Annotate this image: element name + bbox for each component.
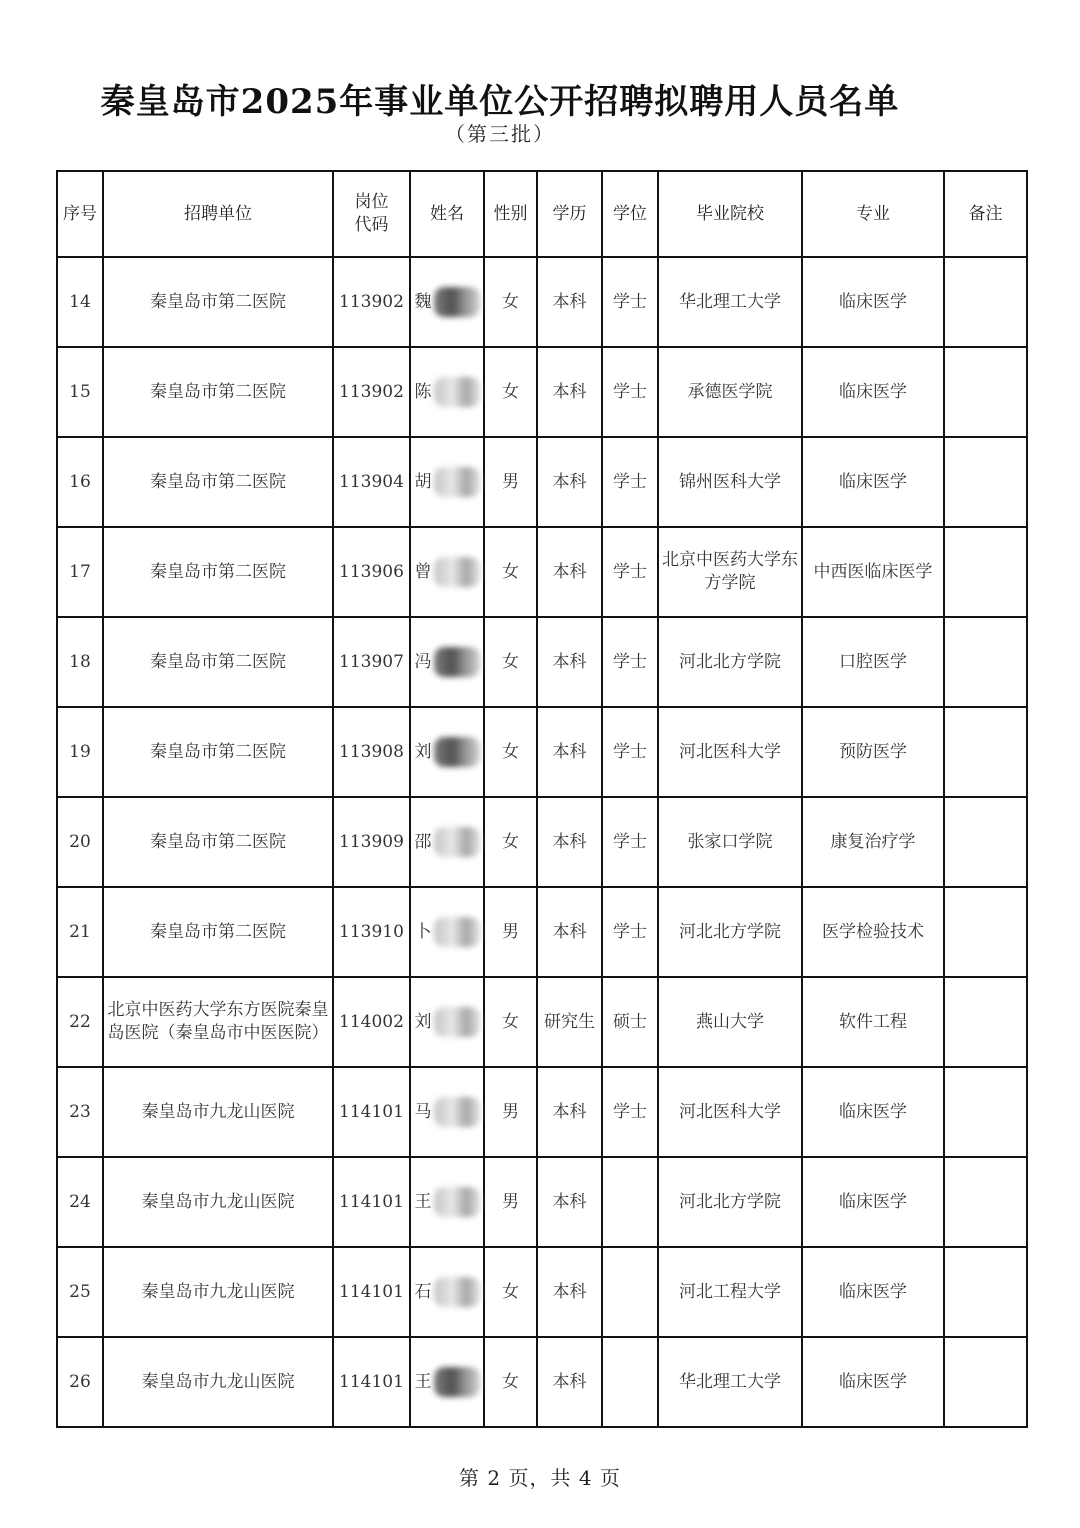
cell-education: 本科 <box>537 617 602 707</box>
table-row <box>57 797 1027 887</box>
name-surname: 胡 <box>414 471 432 492</box>
name-field <box>415 827 480 857</box>
cell-major: 临床医学 <box>802 1067 944 1157</box>
cell-unit: 秦皇岛市九龙山医院 <box>103 1247 333 1337</box>
redaction-mask <box>434 1187 480 1217</box>
header-education: 学历 <box>537 171 602 257</box>
cell-code: 113902 <box>333 347 410 437</box>
cell-school: 北京中医药大学东方学院 <box>658 527 802 617</box>
cell-major: 临床医学 <box>802 1337 944 1427</box>
cell-degree: 硕士 <box>602 977 658 1067</box>
table-body <box>57 257 1027 1427</box>
cell-degree: 学士 <box>602 347 658 437</box>
name-field <box>415 1007 480 1037</box>
cell-gender: 女 <box>484 707 537 797</box>
cell-degree <box>602 1247 658 1337</box>
cell-major: 口腔医学 <box>802 617 944 707</box>
cell-seq: 19 <box>57 707 103 797</box>
name-field <box>415 917 480 947</box>
name-field <box>415 737 480 767</box>
cell-unit: 秦皇岛市第二医院 <box>103 527 333 617</box>
cell-major: 康复治疗学 <box>802 797 944 887</box>
cell-gender: 女 <box>484 797 537 887</box>
cell-major: 临床医学 <box>802 437 944 527</box>
cell-education: 本科 <box>537 1337 602 1427</box>
redaction-mask <box>434 1007 480 1037</box>
table-header <box>57 171 1027 257</box>
redaction-mask <box>434 287 480 317</box>
cell-school: 河北医科大学 <box>658 707 802 797</box>
cell-code: 114101 <box>333 1067 410 1157</box>
cell-name <box>410 1337 484 1427</box>
cell-degree: 学士 <box>602 887 658 977</box>
name-surname: 刘 <box>414 741 432 762</box>
cell-school: 张家口学院 <box>658 797 802 887</box>
cell-remark <box>944 1247 1027 1337</box>
cell-degree: 学士 <box>602 437 658 527</box>
table-row <box>57 977 1027 1067</box>
header-code: 岗位 代码 <box>333 171 410 257</box>
cell-major: 预防医学 <box>802 707 944 797</box>
cell-education: 研究生 <box>537 977 602 1067</box>
table-row <box>57 1247 1027 1337</box>
cell-education: 本科 <box>537 527 602 617</box>
cell-seq: 24 <box>57 1157 103 1247</box>
cell-name <box>410 437 484 527</box>
name-surname: 石 <box>414 1281 432 1302</box>
cell-code: 113906 <box>333 527 410 617</box>
cell-major: 医学检验技术 <box>802 887 944 977</box>
cell-gender: 女 <box>484 257 537 347</box>
cell-seq: 20 <box>57 797 103 887</box>
redaction-mask <box>434 737 480 767</box>
cell-gender: 男 <box>484 437 537 527</box>
cell-name <box>410 707 484 797</box>
cell-name <box>410 887 484 977</box>
cell-unit: 秦皇岛市第二医院 <box>103 437 333 527</box>
name-field <box>415 467 480 497</box>
redaction-mask <box>434 647 480 677</box>
cell-remark <box>944 257 1027 347</box>
cell-unit: 秦皇岛市第二医院 <box>103 347 333 437</box>
table-row <box>57 617 1027 707</box>
cell-degree: 学士 <box>602 797 658 887</box>
cell-major: 临床医学 <box>802 257 944 347</box>
cell-unit: 秦皇岛市第二医院 <box>103 887 333 977</box>
header-school: 毕业院校 <box>658 171 802 257</box>
cell-degree: 学士 <box>602 617 658 707</box>
cell-seq: 16 <box>57 437 103 527</box>
redaction-mask <box>434 917 480 947</box>
cell-seq: 22 <box>57 977 103 1067</box>
header-remark: 备注 <box>944 171 1027 257</box>
cell-seq: 14 <box>57 257 103 347</box>
name-field <box>415 1367 480 1397</box>
document-subtitle: （第三批） <box>445 122 555 146</box>
name-surname: 魏 <box>414 291 432 312</box>
cell-unit: 秦皇岛市第二医院 <box>103 707 333 797</box>
cell-education: 本科 <box>537 797 602 887</box>
header-seq: 序号 <box>57 171 103 257</box>
cell-school: 河北北方学院 <box>658 617 802 707</box>
cell-gender: 男 <box>484 1157 537 1247</box>
cell-remark <box>944 527 1027 617</box>
cell-remark <box>944 437 1027 527</box>
table-row <box>57 257 1027 347</box>
cell-code: 113904 <box>333 437 410 527</box>
cell-seq: 25 <box>57 1247 103 1337</box>
cell-education: 本科 <box>537 1247 602 1337</box>
name-field <box>415 557 480 587</box>
cell-unit: 秦皇岛市九龙山医院 <box>103 1337 333 1427</box>
cell-seq: 21 <box>57 887 103 977</box>
cell-seq: 17 <box>57 527 103 617</box>
name-surname: 邵 <box>414 831 432 852</box>
cell-school: 华北理工大学 <box>658 257 802 347</box>
table-row <box>57 437 1027 527</box>
cell-gender: 男 <box>484 1067 537 1157</box>
cell-gender: 女 <box>484 1247 537 1337</box>
cell-major: 临床医学 <box>802 347 944 437</box>
name-field <box>415 1187 480 1217</box>
cell-unit: 秦皇岛市第二医院 <box>103 617 333 707</box>
cell-remark <box>944 347 1027 437</box>
cell-education: 本科 <box>537 707 602 797</box>
cell-education: 本科 <box>537 887 602 977</box>
cell-remark <box>944 977 1027 1067</box>
name-surname: 王 <box>414 1371 432 1392</box>
header-major: 专业 <box>802 171 944 257</box>
header-name: 姓名 <box>410 171 484 257</box>
cell-school: 河北北方学院 <box>658 1157 802 1247</box>
cell-name <box>410 1247 484 1337</box>
redaction-mask <box>434 1097 480 1127</box>
cell-education: 本科 <box>537 257 602 347</box>
name-surname: 马 <box>414 1101 432 1122</box>
cell-seq: 23 <box>57 1067 103 1157</box>
cell-name <box>410 1157 484 1247</box>
cell-degree: 学士 <box>602 527 658 617</box>
header-unit: 招聘单位 <box>103 171 333 257</box>
cell-seq: 26 <box>57 1337 103 1427</box>
page-footer: 第 2 页，共 4 页 <box>459 1466 621 1490</box>
cell-code: 114002 <box>333 977 410 1067</box>
cell-name <box>410 617 484 707</box>
name-surname: 曾 <box>414 561 432 582</box>
cell-code: 114101 <box>333 1337 410 1427</box>
cell-degree: 学士 <box>602 257 658 347</box>
cell-remark <box>944 1157 1027 1247</box>
cell-school: 燕山大学 <box>658 977 802 1067</box>
table-row <box>57 347 1027 437</box>
cell-name <box>410 347 484 437</box>
cell-remark <box>944 707 1027 797</box>
cell-remark <box>944 797 1027 887</box>
name-field <box>415 1097 480 1127</box>
cell-unit: 秦皇岛市第二医院 <box>103 797 333 887</box>
name-surname: 刘 <box>414 1011 432 1032</box>
name-surname: 冯 <box>414 651 432 672</box>
cell-remark <box>944 887 1027 977</box>
name-field <box>415 287 480 317</box>
header-degree: 学位 <box>602 171 658 257</box>
name-field <box>415 647 480 677</box>
cell-major: 临床医学 <box>802 1157 944 1247</box>
table-row <box>57 1067 1027 1157</box>
cell-gender: 女 <box>484 1337 537 1427</box>
name-surname: 卜 <box>414 921 432 942</box>
cell-major: 软件工程 <box>802 977 944 1067</box>
cell-major: 中西医临床医学 <box>802 527 944 617</box>
cell-degree: 学士 <box>602 1067 658 1157</box>
cell-code: 113909 <box>333 797 410 887</box>
cell-name <box>410 1067 484 1157</box>
cell-school: 锦州医科大学 <box>658 437 802 527</box>
cell-code: 113902 <box>333 257 410 347</box>
table-row <box>57 1157 1027 1247</box>
cell-gender: 女 <box>484 617 537 707</box>
cell-code: 113908 <box>333 707 410 797</box>
cell-degree <box>602 1337 658 1427</box>
name-field <box>415 377 480 407</box>
hire-roster-table <box>56 170 1028 1428</box>
cell-education: 本科 <box>537 347 602 437</box>
cell-seq: 15 <box>57 347 103 437</box>
cell-education: 本科 <box>537 1067 602 1157</box>
cell-education: 本科 <box>537 1157 602 1247</box>
cell-school: 河北工程大学 <box>658 1247 802 1337</box>
cell-school: 河北北方学院 <box>658 887 802 977</box>
redaction-mask <box>434 467 480 497</box>
cell-gender: 男 <box>484 887 537 977</box>
cell-code: 113907 <box>333 617 410 707</box>
name-surname: 王 <box>414 1191 432 1212</box>
cell-gender: 女 <box>484 347 537 437</box>
redaction-mask <box>434 377 480 407</box>
cell-education: 本科 <box>537 437 602 527</box>
cell-degree <box>602 1157 658 1247</box>
table-row <box>57 1337 1027 1427</box>
cell-name <box>410 797 484 887</box>
cell-code: 114101 <box>333 1157 410 1247</box>
name-field <box>415 1277 480 1307</box>
cell-name <box>410 977 484 1067</box>
redaction-mask <box>434 1277 480 1307</box>
cell-unit: 北京中医药大学东方医院秦皇岛医院（秦皇岛市中医医院） <box>103 977 333 1067</box>
cell-code: 114101 <box>333 1247 410 1337</box>
redaction-mask <box>434 827 480 857</box>
document-title: 秦皇岛市2025年事业单位公开招聘拟聘用人员名单 <box>100 82 900 122</box>
cell-name <box>410 257 484 347</box>
cell-seq: 18 <box>57 617 103 707</box>
cell-unit: 秦皇岛市九龙山医院 <box>103 1067 333 1157</box>
cell-code: 113910 <box>333 887 410 977</box>
cell-unit: 秦皇岛市第二医院 <box>103 257 333 347</box>
cell-major: 临床医学 <box>802 1247 944 1337</box>
name-surname: 陈 <box>414 381 432 402</box>
header-gender: 性别 <box>484 171 537 257</box>
cell-gender: 女 <box>484 527 537 617</box>
cell-school: 河北医科大学 <box>658 1067 802 1157</box>
cell-school: 承德医学院 <box>658 347 802 437</box>
redaction-mask <box>434 557 480 587</box>
table-row <box>57 527 1027 617</box>
cell-remark <box>944 617 1027 707</box>
cell-name <box>410 527 484 617</box>
redaction-mask <box>434 1367 480 1397</box>
cell-remark <box>944 1067 1027 1157</box>
cell-degree: 学士 <box>602 707 658 797</box>
cell-school: 华北理工大学 <box>658 1337 802 1427</box>
table-row <box>57 707 1027 797</box>
cell-gender: 女 <box>484 977 537 1067</box>
table-row <box>57 887 1027 977</box>
cell-unit: 秦皇岛市九龙山医院 <box>103 1157 333 1247</box>
cell-remark <box>944 1337 1027 1427</box>
